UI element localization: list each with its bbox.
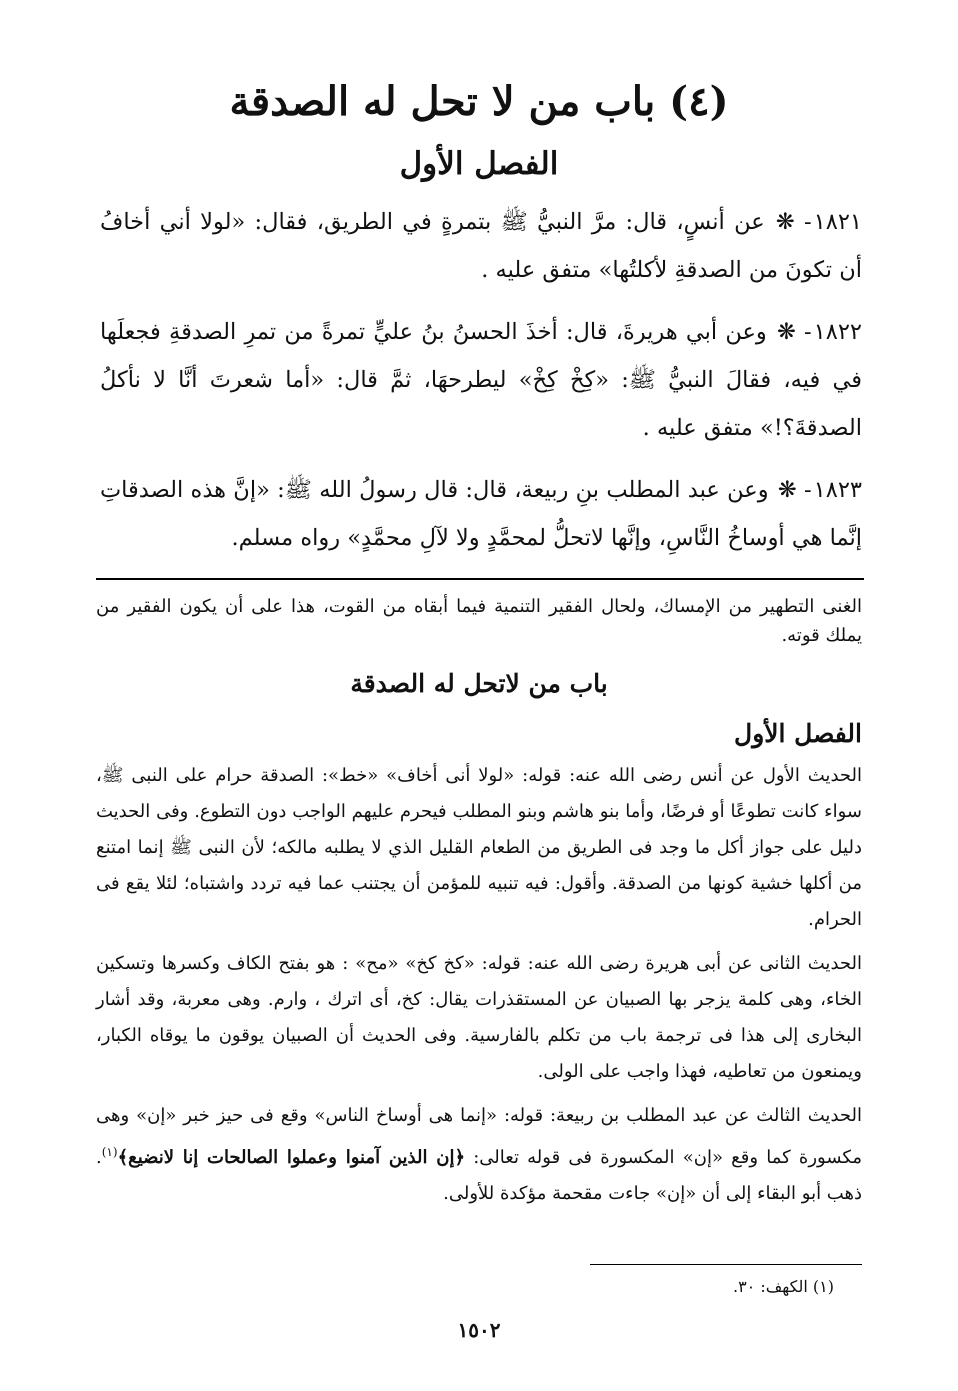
star-separator: - ❋	[775, 209, 812, 235]
hadith-1823	[100, 466, 862, 562]
hadith-1821	[100, 198, 862, 294]
chapter-title: (٤) باب من لا تحل له الصدقة	[229, 78, 729, 125]
hadith-list	[100, 198, 862, 576]
footnote: (١) الكهف: ٣٠.	[732, 1277, 834, 1296]
hadith-text: عن أنسٍ، قال: مرَّ النبيُّ ﷺ بتمرةٍ في الطريق، فقال: «لولا أني أخافُ أن تكونَ من الصدقةِ لأكلتُها» متفق عليه .	[100, 209, 862, 283]
star-separator: - ❋	[777, 319, 812, 345]
commentary-paragraph-1: الحديث الأول عن أنس رضى الله عنه: قوله: «لولا أنى أخاف» «خط»: الصدقة حرام على النبى ﷺ، سواء كانت تطوعًا أو فرضًا، وأما بنو هاشم وبنو المطلب فيحرم عليهم الواجب دون التطوع. وفى الحديث دليل على جواز أكل ما وجد فى الطريق من الطعام القليل الذي لا يطلبه مالكه؛ لأن النبى ﷺ إنما امتنع من أكلها خشية كونها من الصدقة. وأقول: فيه تنبيه للمؤمن أن يجتنب عما فيه تردد واشتباه؛ لئلا يقع فى الحرام.	[96, 765, 862, 930]
quran-verse: ﴿إن الذين آمنوا وعملوا الصالحات إنا لانضيع﴾	[117, 1147, 465, 1168]
hadith-1822	[100, 308, 862, 452]
commentary-paragraph-2: الحديث الثانى عن أبى هريرة رضى الله عنه: قوله: «كخ كخ» «مح» : هو بفتح الكاف وكسرها وتسكين الخاء، وهى كلمة يزجر بها الصبيان عن المستقذرات يقال: كخ، أى اترك ، وارم. وهى معربة، وقد أشار البخارى إلى هذا فى ترجمة باب من تكلم بالفارسية. وفى الحديث أن الصبيان يوقون ما يوقاه الكبار، ويمنعون من تعاطيه، فهذا واجب على الولى.	[96, 953, 862, 1082]
commentary-text: الحديث الثالث عن عبد المطلب بن ربيعة: قوله: «إنما هى أوساخ الناس» وقع فى حيز خبر «إن» وهى مكسورة كما وقع «إن» المكسورة فى قوله تعالى:	[96, 1105, 862, 1168]
commentary-text: . ذهب أبو البقاء إلى أن «إن» جاءت مقحمة مؤكدة للأولى.	[96, 1147, 862, 1204]
footnote-marker: (١)	[101, 1145, 118, 1159]
commentary	[96, 592, 862, 1220]
section-title: الفصل الأول	[399, 146, 559, 182]
commentary-continuation: الغنى التطهير من الإمساك، ولحال الفقير التنمية فيما أبقاه من القوت، هذا على أن يكون الفقير من يملك قوته.	[96, 596, 862, 646]
star-separator: - ❋	[777, 477, 812, 503]
page-number: ١٥٠٢	[457, 1318, 501, 1342]
hadith-number: ١٨٢٢	[813, 319, 862, 345]
hadith-text: وعن عبد المطلب بنِ ربيعة، قال: قال رسولُ الله ﷺ: «إنَّ هذه الصدقاتِ إنَّما هي أوساخُ النَّاسِ، وإنَّها لاتحلُّ لمحمَّدٍ ولا لآلِ محمَّدٍ» رواه مسلم.	[100, 477, 862, 551]
hadith-text: وعن أبي هريرةَ، قال: أخذَ الحسنُ بنُ عليٍّ تمرةً من تمرِ الصدقةِ فجعلَها في فيه، فقالَ النبيُّ ﷺ: «كِخْ كِخْ» ليطرحهَا، ثمَّ قال: «أما شعرتَ أنَّا لا نأكلُ الصدقةَ؟!» متفق عليه .	[100, 319, 862, 441]
text-commentary-divider	[96, 578, 864, 580]
hadith-number: ١٨٢٣	[813, 477, 863, 503]
hadith-number: ١٨٢١	[813, 209, 863, 235]
commentary-paragraph-3	[96, 1098, 862, 1212]
commentary-section-title: الفصل الأول	[734, 719, 862, 748]
footnote-divider	[590, 1264, 862, 1265]
commentary-chapter-title: باب من لاتحل له الصدقة	[350, 669, 608, 698]
